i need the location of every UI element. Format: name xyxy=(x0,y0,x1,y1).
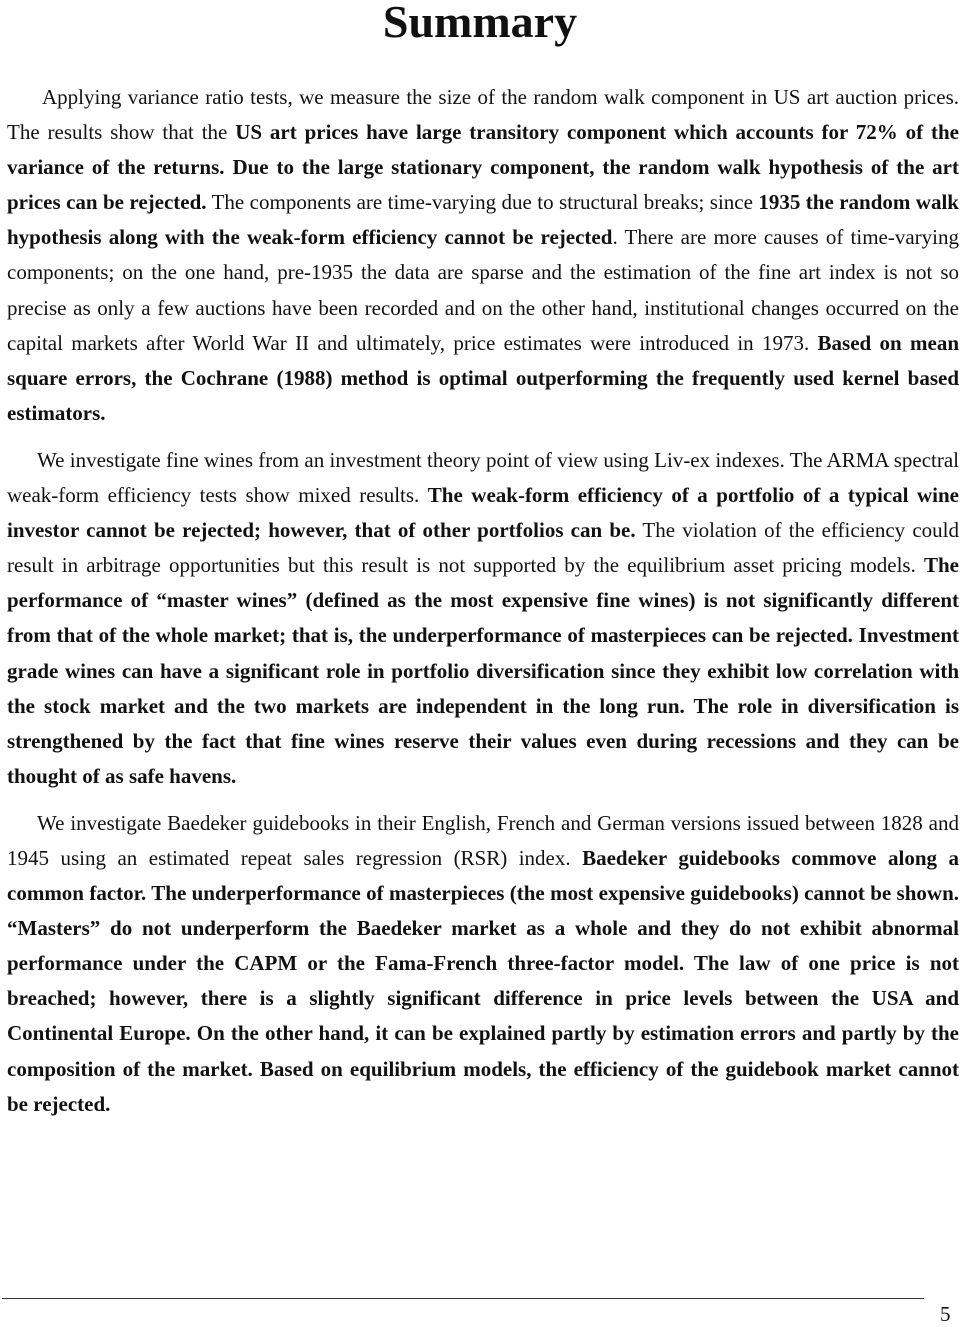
text-segment: . There are more causes of time-varying components; on the one hand, pre-1935 the data are sparse and the estimation of the fine art index is not so precise as only a few auctions have been recorded and on the other hand, institutional changes occurred on the capital markets after World War II and ultimately, price estimates were introduced in 1973. xyxy=(7,225,959,355)
text-segment-bold: Baedeker guidebooks commove along a common factor. The underperformance of masterpieces (the most expensive guidebooks) cannot be shown. “Masters” do not underperform the Baedeker market as a whole and they do not exhibit abnormal performance under the CAPM or the Fama-French three-factor model. The law of one price is not breached; however, there is a slightly significant difference in price levels between the USA and Continental Europe. On the other hand, it can be explained partly by estimation errors and partly by the composition of the market. Based on equilibrium models, the efficiency of the guidebook market cannot be rejected. xyxy=(7,845,959,1116)
paragraph-fine-wines xyxy=(7,443,959,794)
page-title: Summary xyxy=(382,0,578,47)
text-segment-bold: The performance of “master wines” (defined as the most expensive fine wines) is not significantly different from that of the whole market; that is, the underperformance of masterpieces can be rejected. Investment grade wines can have a significant role in portfolio diversification since they exhibit low correlation with the stock market and the two markets are independent in the long run. The role in diversification is strengthened by the fact that fine wines reserve their values even during recessions and they can be thought of as safe havens. xyxy=(7,553,959,788)
page-number: 5 xyxy=(940,1302,951,1326)
text-segment: We investigate Baedeker guidebooks in their English, French and German versions issued between 1828 and 1945 using an estimated repeat sales regression (RSR) index. xyxy=(7,810,959,870)
text-segment-bold: 1935 the random walk hypothesis along with the weak-form efficiency cannot be rejected xyxy=(7,190,959,250)
text-segment: Applying variance ratio tests, we measure the size of the random walk component in US art auction prices. The results show that the xyxy=(7,85,959,145)
footer-rule xyxy=(2,1298,924,1299)
text-segment: The violation of the efficiency could result in arbitrage opportunities but this result is not supported by the equilibrium asset pricing models. xyxy=(7,518,959,578)
text-segment-bold: Based on mean square errors, the Cochrane (1988) method is optimal outperforming the frequently used kernel based estimators. xyxy=(7,330,959,425)
text-segment: We investigate fine wines from an investment theory point of view using Liv-ex indexes. The ARMA spectral weak-form efficiency tests show mixed results. xyxy=(7,447,959,508)
text-segment: The components are time-varying due to structural breaks; since xyxy=(206,190,759,215)
text-segment-bold: US art prices have large transitory component which accounts for 72% of the variance of the returns. xyxy=(7,120,959,180)
paragraph-art-auctions xyxy=(7,80,959,431)
text-segment-bold: Due to the large stationary component, the random walk hypothesis of the art prices can be rejected. xyxy=(7,155,959,215)
summary-body xyxy=(7,80,959,1134)
text-segment-bold: The weak-form efficiency of a portfolio of a typical wine investor cannot be rejected; however, that of other portfolios can be. xyxy=(7,483,959,543)
paragraph-baedeker-guidebooks xyxy=(7,806,959,1122)
